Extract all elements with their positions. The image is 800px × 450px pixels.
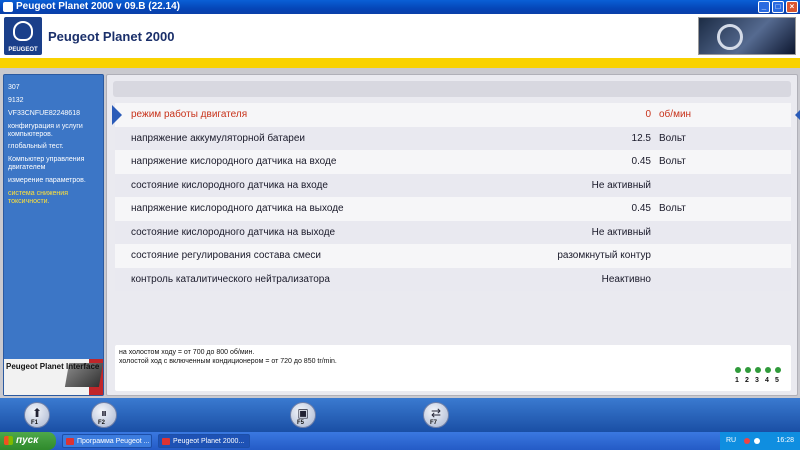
- param-name: напряжение аккумуляторной батареи: [131, 132, 306, 144]
- sidebar-item-engine-ecu[interactable]: Компьютер управления двигателем: [8, 156, 85, 171]
- led-number: 2: [745, 377, 749, 384]
- note-line-1: на холостом ходу = от 700 до 800 об/мин.: [119, 349, 255, 356]
- led-number: 1: [735, 377, 739, 384]
- interface-label: Peugeot Planet Interface: [6, 362, 100, 371]
- param-value: 0: [645, 109, 651, 120]
- taskbar-item-peugeot-program[interactable]: [62, 434, 152, 448]
- led-icon: [745, 367, 751, 373]
- param-name: контроль каталитического нейтрализатора: [131, 273, 330, 285]
- tray-alert-icon[interactable]: [744, 438, 750, 444]
- f2-pause-button[interactable]: [91, 402, 117, 428]
- system-tray: [720, 432, 800, 450]
- param-value: разомкнутый контур: [557, 250, 651, 261]
- taskbar-item-peugeot-planet[interactable]: [158, 434, 250, 448]
- parameters-panel: [106, 74, 798, 396]
- program-icon: [66, 438, 74, 445]
- param-value: 0.45: [631, 203, 651, 214]
- language-indicator[interactable]: RU: [726, 437, 737, 444]
- param-value: Неактивно: [601, 273, 651, 285]
- param-name: режим работы двигателя: [131, 109, 248, 120]
- table-row[interactable]: [115, 103, 791, 127]
- switch-icon: ⇄: [430, 406, 442, 420]
- param-unit: Вольт: [659, 203, 686, 214]
- window-controls: [758, 1, 798, 13]
- note-line-2: холостой ход с включенным кондиционером = от 720 до 850 tr/min.: [119, 358, 337, 365]
- tray-network-icon[interactable]: [754, 438, 760, 444]
- sidebar-item-configuration[interactable]: конфигурация и услуги компьютеров.: [8, 123, 83, 138]
- led-icon: [735, 367, 741, 373]
- navigation-panel: [3, 74, 104, 396]
- function-toolbar: [0, 398, 800, 432]
- sidebar-item-code[interactable]: 9132: [8, 97, 24, 104]
- param-unit: Вольт: [659, 132, 686, 144]
- table-row[interactable]: [115, 221, 791, 245]
- led-icon: [775, 367, 781, 373]
- table-row[interactable]: [115, 150, 791, 174]
- info-notes: [115, 345, 791, 391]
- sidebar-item-model[interactable]: 307: [8, 84, 20, 91]
- param-unit: об/мин: [659, 109, 692, 120]
- app-title: Peugeot Planet 2000: [48, 29, 175, 44]
- floppy-disk-icon: ▣: [297, 406, 309, 420]
- app-icon: [3, 2, 13, 12]
- windows-taskbar: [0, 432, 800, 450]
- led-icon: [755, 367, 761, 373]
- led-icon: [765, 367, 771, 373]
- led-number: 4: [765, 377, 769, 384]
- f5-save-button[interactable]: [290, 402, 316, 428]
- led-number: 5: [775, 377, 779, 384]
- param-value: Не активный: [591, 179, 651, 191]
- task-label: Программа Peugeot ...: [77, 438, 150, 445]
- f5-label: F5: [297, 420, 305, 426]
- f1-home-button[interactable]: [24, 402, 50, 428]
- windows-flag-icon: [4, 436, 13, 445]
- start-button[interactable]: [0, 432, 56, 450]
- param-name: состояние регулирования состава смеси: [131, 250, 321, 261]
- sidebar-item-measure-params[interactable]: измерение параметров.: [8, 177, 86, 184]
- lion-icon: [13, 21, 33, 41]
- start-label: пуск: [16, 435, 39, 446]
- header-accent-bar: [0, 58, 800, 68]
- scroll-right-arrow-icon[interactable]: [795, 105, 800, 125]
- status-leds: [735, 367, 783, 387]
- param-unit: Вольт: [659, 156, 686, 167]
- param-value: Не активный: [591, 226, 651, 238]
- window-title: Peugeot Planet 2000 v 09.B (22.14): [16, 1, 180, 12]
- table-row[interactable]: [115, 127, 791, 151]
- pause-icon: ⏸: [100, 406, 107, 420]
- close-button[interactable]: ×: [786, 1, 798, 13]
- sidebar-item-global-test[interactable]: глобальный тест.: [8, 143, 64, 150]
- program-icon: [162, 438, 170, 445]
- brand-ring-icon: [717, 24, 743, 50]
- table-row[interactable]: [115, 174, 791, 198]
- clock: 16:28: [776, 437, 794, 444]
- f1-label: F1: [31, 420, 39, 426]
- window-titlebar[interactable]: [0, 0, 800, 14]
- f7-label: F7: [430, 420, 438, 426]
- table-row[interactable]: [115, 244, 791, 268]
- param-name: состояние кислородного датчика на выходе: [131, 226, 336, 238]
- param-name: напряжение кислородного датчика на выходе: [131, 203, 344, 214]
- up-arrow-icon: ⬆: [31, 406, 43, 420]
- param-name: напряжение кислородного датчика на входе: [131, 156, 337, 167]
- task-label: Peugeot Planet 2000...: [173, 438, 245, 445]
- f7-switch-button[interactable]: [423, 402, 449, 428]
- brand-badge-image: [698, 17, 796, 55]
- sidebar-item-emission-system[interactable]: система снижения токсичности.: [8, 190, 68, 205]
- f2-label: F2: [98, 420, 106, 426]
- param-value: 12.5: [631, 132, 651, 144]
- led-number: 3: [755, 377, 759, 384]
- sidebar-item-vin[interactable]: VF33CNFUE82248618: [8, 110, 80, 117]
- param-value: 0.45: [631, 156, 651, 167]
- maximize-button[interactable]: □: [772, 1, 784, 13]
- peugeot-logo: [4, 17, 42, 55]
- param-name: состояние кислородного датчика на входе: [131, 179, 328, 191]
- scroll-left-arrow-icon[interactable]: [112, 105, 122, 125]
- table-row[interactable]: [115, 197, 791, 221]
- panel-top-strip: [113, 81, 791, 97]
- interface-badge: [4, 359, 103, 395]
- table-row[interactable]: [115, 268, 791, 292]
- parameters-table: [115, 103, 791, 291]
- minimize-button[interactable]: _: [758, 1, 770, 13]
- logo-text: PEUGEOT: [8, 47, 38, 53]
- app-header: [0, 14, 800, 58]
